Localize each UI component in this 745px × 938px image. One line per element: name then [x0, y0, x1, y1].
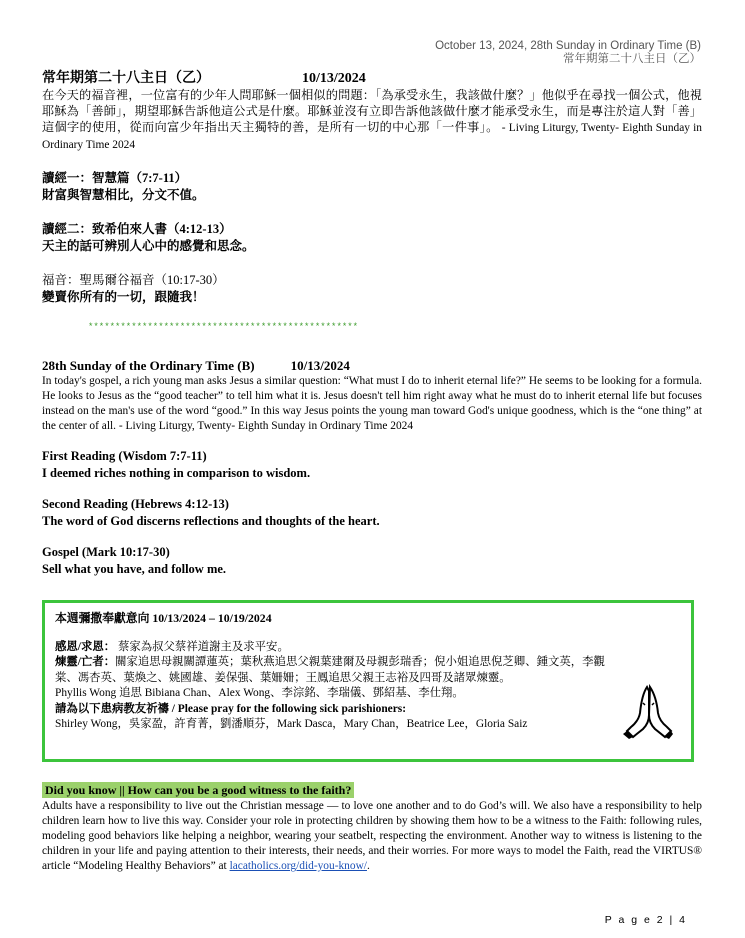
thanks-line [55, 640, 625, 656]
chinese-reading1-label: 讀經一：智慧篇（7:7-11） [42, 171, 188, 185]
chinese-intro-source: - Living Liturgy, Twenty- Eighth Sunday in Ordinary Time 2024 [42, 122, 702, 151]
page-number: P a g e 2 | 4 [604, 914, 687, 926]
chinese-intro-text: 在今天的福音裡，一位富有的少年人問耶穌一個相似的問題：「為承受永生，我該做什麼？」他似乎在尋找一個公式，他視耶穌為「善師」，期望耶穌告訴他這公式是什麼。耶穌並沒有立即告訴他該做什麼才能承受永生，而是專注於這人對「善」這個字的使用，從而向富少年指出天主獨特的善，是所有一切的中心那「一件事」。 [42, 88, 702, 134]
star-divider: ************************************************** [88, 322, 359, 332]
chinese-reading1-text: 財富與智慧相比，分文不值。 [42, 188, 205, 202]
mass-intentions-title: 本週彌撒奉獻意向 10/13/2024 – 10/19/2024 [55, 611, 272, 625]
did-you-know-link[interactable]: lacatholics.org/did-you-know/ [229, 860, 367, 872]
did-you-know-text: Adults have a responsibility to live out the Christian message — to love one another and to do God’s will. We also have a responsibility to help children learn how to live this way. Consider your role in protecting children by showing them how to be a witness to the Faith: following rules, modeling good behaviors like helping a neighbor, wearing your seatbelt, respecting the environment. Another way to witness is listening to the children in your life and paying attention to their interests, their needs, and their worries. For more ways to model the Faith, read the VIRTUS® article “Modeling Healthy Behaviors” at [42, 800, 702, 872]
english-section [42, 357, 702, 578]
chinese-title-text: 常年期第二十八主日（乙） [42, 71, 210, 86]
thanks-label: 感恩/求恩： [55, 640, 116, 653]
english-title [42, 357, 702, 374]
chinese-intro [42, 87, 702, 153]
chinese-title [42, 70, 702, 87]
sick-label: 請為以下患病教友祈禱 / Please pray for the following sick parishioners: [55, 702, 406, 715]
chinese-title-date: 10/13/2024 [302, 71, 366, 86]
header-chinese-line: 常年期第二十八主日（乙） [563, 53, 701, 65]
english-title-date: 10/13/2024 [290, 358, 350, 373]
english-reading1-label: First Reading (Wisdom 7:7-11) [42, 449, 207, 463]
english-reading2-label: Second Reading (Hebrews 4:12-13) [42, 497, 229, 511]
chinese-gospel-label: 福音：聖馬爾谷福音（10:17-30） [42, 273, 225, 287]
did-you-know-tail: . [366, 860, 370, 872]
did-you-know-title: Did you know || How can you be a good witness to the faith? [42, 782, 354, 798]
english-gospel-label: Gospel (Mark 10:17-30) [42, 545, 170, 559]
header-date-line: October 13, 2024, 28th Sunday in Ordinary Time (B) [435, 40, 701, 52]
thanks-text: 蔡家為叔父蔡祥道謝主及求平安。 [115, 640, 289, 653]
deceased-line [55, 655, 625, 686]
did-you-know-body [42, 799, 702, 874]
chinese-reading2-label: 讀經二：致希伯來人書（4:12-13） [42, 222, 232, 236]
mass-intentions-box [42, 600, 694, 762]
sick-list: Shirley Wong，吳家盈，許育菁，劉潘順芬，Mark Dasca，Mary Chan，Beatrice Lee，Gloria Saiz [55, 718, 528, 730]
chinese-gospel-text: 變賣你所有的一切，跟隨我！ [42, 290, 205, 304]
chinese-section [42, 70, 702, 306]
praying-hands-icon [623, 683, 673, 744]
english-reading1-text: I deemed riches nothing in comparison to wisdom. [42, 466, 311, 480]
english-intro: In today's gospel, a rich young man asks Jesus a similar question: “What must I do to inherit eternal life?” He seems to be looking for a formula. He looks to Jesus as the “good teacher” to tell him what it is. Jesus doesn't tell him right away what he must do to inherit eternal life but focuses instead on the man's use of the word “good.” In this way Jesus points the young man toward God's unique goodness, which is the “one thing” at the center of all. - Living Liturgy, Twenty- Eighth Sunday in Ordinary Time 2024 [42, 375, 702, 432]
english-reading2-text: The word of God discerns reflections and thoughts of the heart. [42, 514, 380, 528]
english-title-text: 28th Sunday of the Ordinary Time (B) [42, 358, 255, 373]
deceased-label: 煉靈/亡者： [55, 656, 116, 668]
deceased-english-line: Phyllis Wong 追思 Bibiana Chan、Alex Wong、李淙銘、李瑞儀、鄧紹基、李仕翔。 [55, 687, 464, 699]
chinese-reading2-text: 天主的話可辨別人心中的感覺和思念。 [42, 239, 255, 253]
english-gospel-text: Sell what you have, and follow me. [42, 562, 227, 576]
deceased-text: 關家追思母親關譚蓮英；葉秋燕追思父親葉建爾及母親彭瑞香；倪小姐追思倪芝卿、鍾文英，李觀棠、馮杏英、葉煥之、姚國雄、姜保强、葉姍姍；王鳳追思父親王志裕及四哥及諸眾煉靈。 [55, 656, 605, 684]
